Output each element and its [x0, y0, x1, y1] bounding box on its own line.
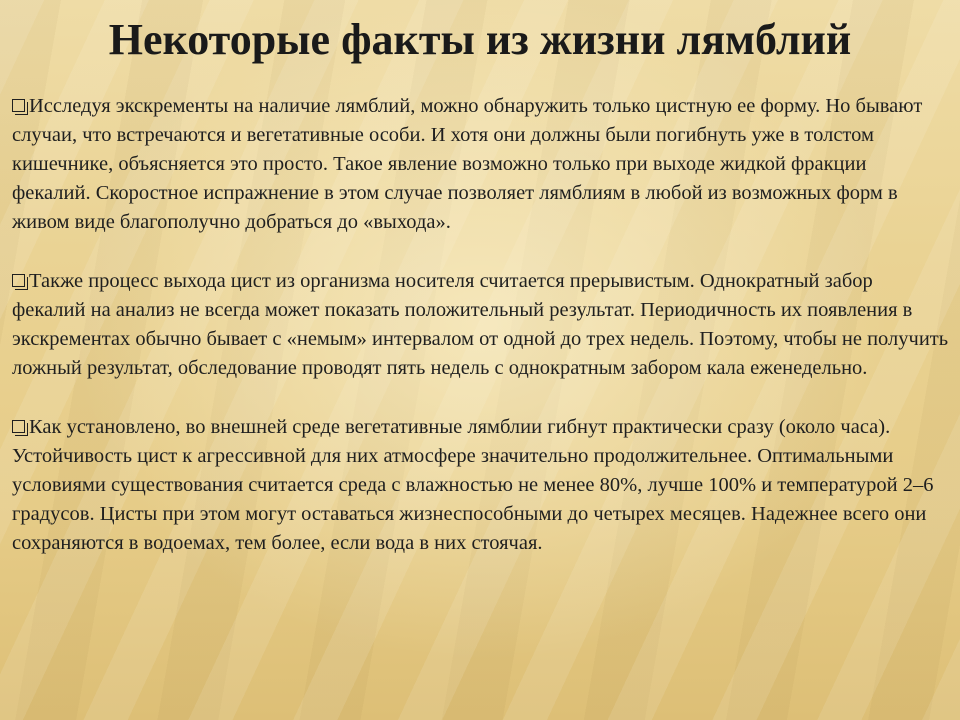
- paragraph-text: Как установлено, во внешней среде вегетативные лямблии гибнут практически сразу (около часа). Устойчивость цист к агрессивной для них атмосфере значительно продолжительнее. Оптимальными условиями существования считается среда с влажностью не менее 80%, лучше 100% и температурой 2–6 градусов. Цисты при этом могут оставаться жизнеспособными до четырех месяцев. Надежнее всего они сохраняются в водоемах, тем более, если вода в них стоячая.: [12, 416, 934, 554]
- paragraph-text: Также процесс выхода цист из организма носителя считается прерывистым. Однократный забор фекалий на анализ не всегда может показать положительный результат. Периодичность их появления в экскрементах обычно бывает с «немым» интервалом от одной до трех недель. Поэтому, чтобы не получить ложный результат, обследование проводят пять недель с однократным забором кала еженедельно.: [12, 270, 949, 379]
- paragraph-3: [12, 413, 950, 558]
- slide-title: Некоторые факты из жизни лямблий: [108, 15, 852, 64]
- checkbox-square-icon: [12, 99, 25, 112]
- checkbox-square-icon: [12, 274, 25, 287]
- paragraph-1: [12, 92, 950, 237]
- checkbox-square-icon: [12, 420, 25, 433]
- paragraph-text: Исследуя экскременты на наличие лямблий, можно обнаружить только цистную ее форму. Но бывают случаи, что встречаются и вегетативные особи. И хотя они должны были погибнуть уже в толстом кишечнике, объясняется это просто. Такое явление возможно только при выходе жидкой фракции фекалий. Скоростное испражнение в этом случае позволяет лямблиям в любой из возможных форм в живом виде благополучно добраться до «выхода».: [12, 95, 923, 233]
- paragraph-2: [12, 267, 950, 383]
- slide-body: [12, 92, 950, 588]
